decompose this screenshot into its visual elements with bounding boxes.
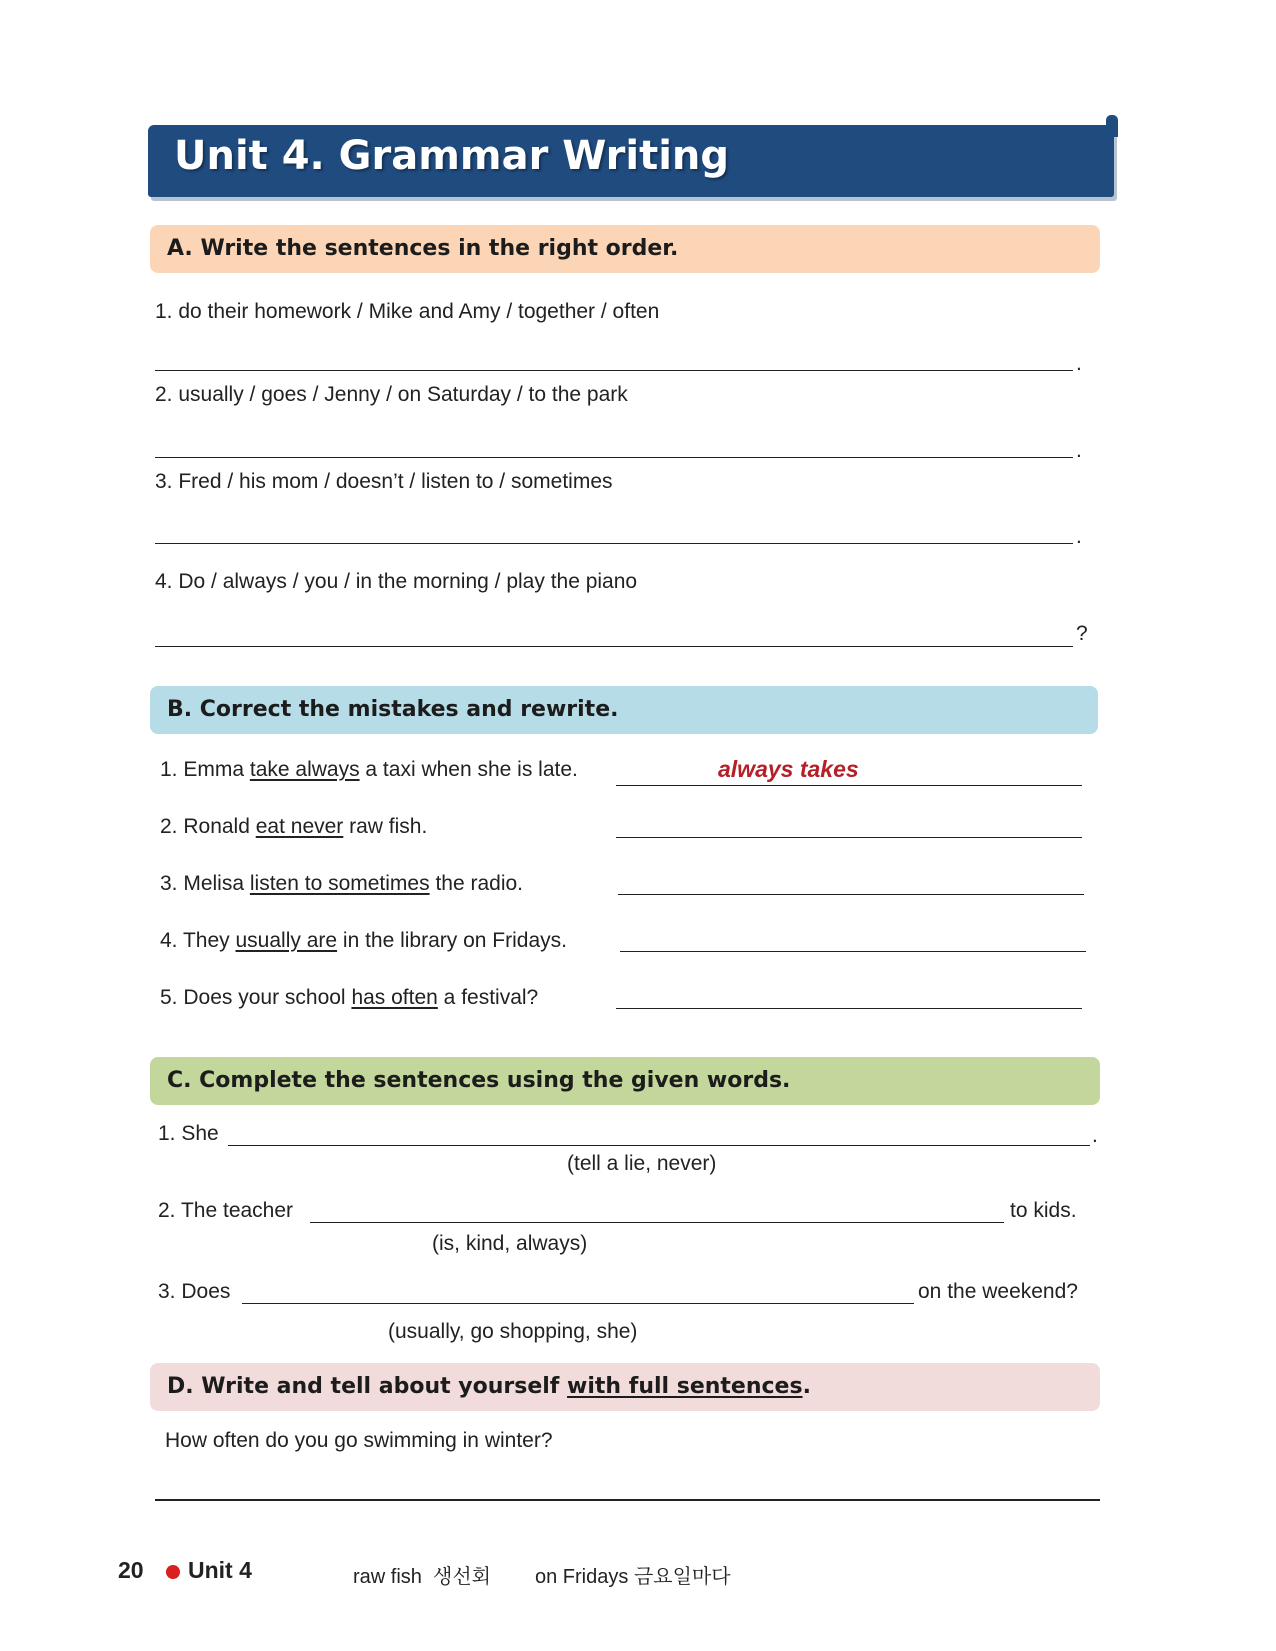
b-item-5-post: a festival? — [437, 986, 539, 1009]
a-item-3-answer-line[interactable] — [155, 543, 1073, 544]
b-item-3-mistake: listen to sometimes — [249, 872, 430, 895]
c-item-3-end: on the weekend? — [918, 1280, 1078, 1303]
b-item-5-mistake: has often — [351, 986, 438, 1009]
a-item-1-prompt: 1. do their homework / Mike and Amy / together / often — [155, 300, 660, 323]
glossary-2-ko: 금요일마다 — [633, 1566, 731, 1588]
section-a-heading: A. Write the sentences in the right order. — [150, 225, 1100, 273]
b-item-2-answer-line[interactable] — [616, 837, 1082, 838]
b-item-2-sentence — [160, 815, 427, 839]
a-item-4-prompt: 4. Do / always / you / in the morning / play the piano — [155, 570, 638, 593]
bullet-dot-icon — [166, 1565, 180, 1579]
c-item-3-start: 3. Does — [158, 1280, 231, 1303]
b-item-2-post: raw fish. — [343, 815, 428, 838]
title-banner — [148, 125, 1114, 197]
c-item-1-answer-line[interactable] — [228, 1145, 1090, 1146]
b-item-4-answer-line[interactable] — [620, 951, 1086, 952]
b-item-5-sentence — [160, 986, 538, 1010]
c-item-2-answer-line[interactable] — [310, 1222, 1004, 1223]
b-item-3-sentence — [160, 872, 523, 896]
c-item-1-start: 1. She — [158, 1122, 219, 1145]
a-item-2-prompt: 2. usually / goes / Jenny / on Saturday / to the park — [155, 383, 628, 406]
glossary-1-en: raw fish — [353, 1566, 422, 1588]
b-item-5-answer-line[interactable] — [616, 1008, 1082, 1009]
footer-unit-label: Unit 4 — [188, 1557, 252, 1583]
section-c-heading: C. Complete the sentences using the given words. — [150, 1057, 1100, 1105]
glossary-2-en: on Fridays — [535, 1566, 629, 1588]
c-item-3-answer-line[interactable] — [242, 1303, 914, 1304]
a-item-4-answer-line[interactable] — [155, 646, 1073, 647]
c-item-2-end: to kids. — [1010, 1199, 1077, 1222]
b-item-1-sentence — [160, 758, 578, 782]
b-item-1-pre: 1. Emma — [160, 758, 250, 781]
a-item-2-end-mark: . — [1076, 439, 1082, 462]
d-answer-line[interactable] — [155, 1499, 1100, 1501]
b-item-2-pre: 2. Ronald — [160, 815, 256, 838]
b-item-3-post: the radio. — [429, 872, 524, 895]
b-item-4-mistake: usually are — [235, 929, 338, 952]
b-item-1-answer: always takes — [718, 756, 859, 782]
a-item-3-end-mark: . — [1076, 525, 1082, 548]
section-b-heading: B. Correct the mistakes and rewrite. — [150, 686, 1098, 734]
b-item-1-answer-line[interactable] — [616, 785, 1082, 786]
b-item-4-post: in the library on Fridays. — [337, 929, 567, 952]
c-item-1-hint: (tell a lie, never) — [567, 1152, 717, 1175]
b-item-3-pre: 3. Melisa — [160, 872, 250, 895]
b-item-1-mistake: take always — [249, 758, 360, 781]
section-d-heading-pre: D. Write and tell about yourself — [167, 1374, 568, 1399]
b-item-4-sentence — [160, 929, 567, 953]
page-title: Unit 4. Grammar Writing — [174, 133, 730, 179]
d-question: How often do you go swimming in winter? — [165, 1429, 553, 1452]
section-d-heading-emphasis: with full sentences — [567, 1374, 803, 1399]
section-d-heading — [150, 1363, 1100, 1411]
a-item-1-end-mark: . — [1076, 352, 1082, 375]
c-item-1-end: . — [1092, 1124, 1098, 1147]
b-item-3-answer-line[interactable] — [618, 894, 1084, 895]
b-item-4-pre: 4. They — [160, 929, 236, 952]
a-item-1-answer-line[interactable] — [155, 370, 1073, 371]
b-item-5-pre: 5. Does your school — [160, 986, 352, 1009]
glossary-1-ko: 생선회 — [433, 1566, 491, 1588]
c-item-2-hint: (is, kind, always) — [432, 1232, 588, 1255]
banner-tab — [1106, 115, 1118, 137]
c-item-2-start: 2. The teacher — [158, 1199, 294, 1222]
glossary-item-2 — [535, 1560, 731, 1589]
glossary-item-1 — [353, 1560, 491, 1589]
a-item-4-end-mark: ? — [1076, 622, 1088, 645]
page-number: 20 — [118, 1557, 144, 1583]
section-d-heading-post: . — [802, 1374, 811, 1399]
c-item-3-hint: (usually, go shopping, she) — [388, 1320, 638, 1343]
a-item-2-answer-line[interactable] — [155, 457, 1073, 458]
b-item-2-mistake: eat never — [255, 815, 344, 838]
a-item-3-prompt: 3. Fred / his mom / doesn’t / listen to / sometimes — [155, 470, 613, 493]
b-item-1-post: a taxi when she is late. — [359, 758, 578, 781]
